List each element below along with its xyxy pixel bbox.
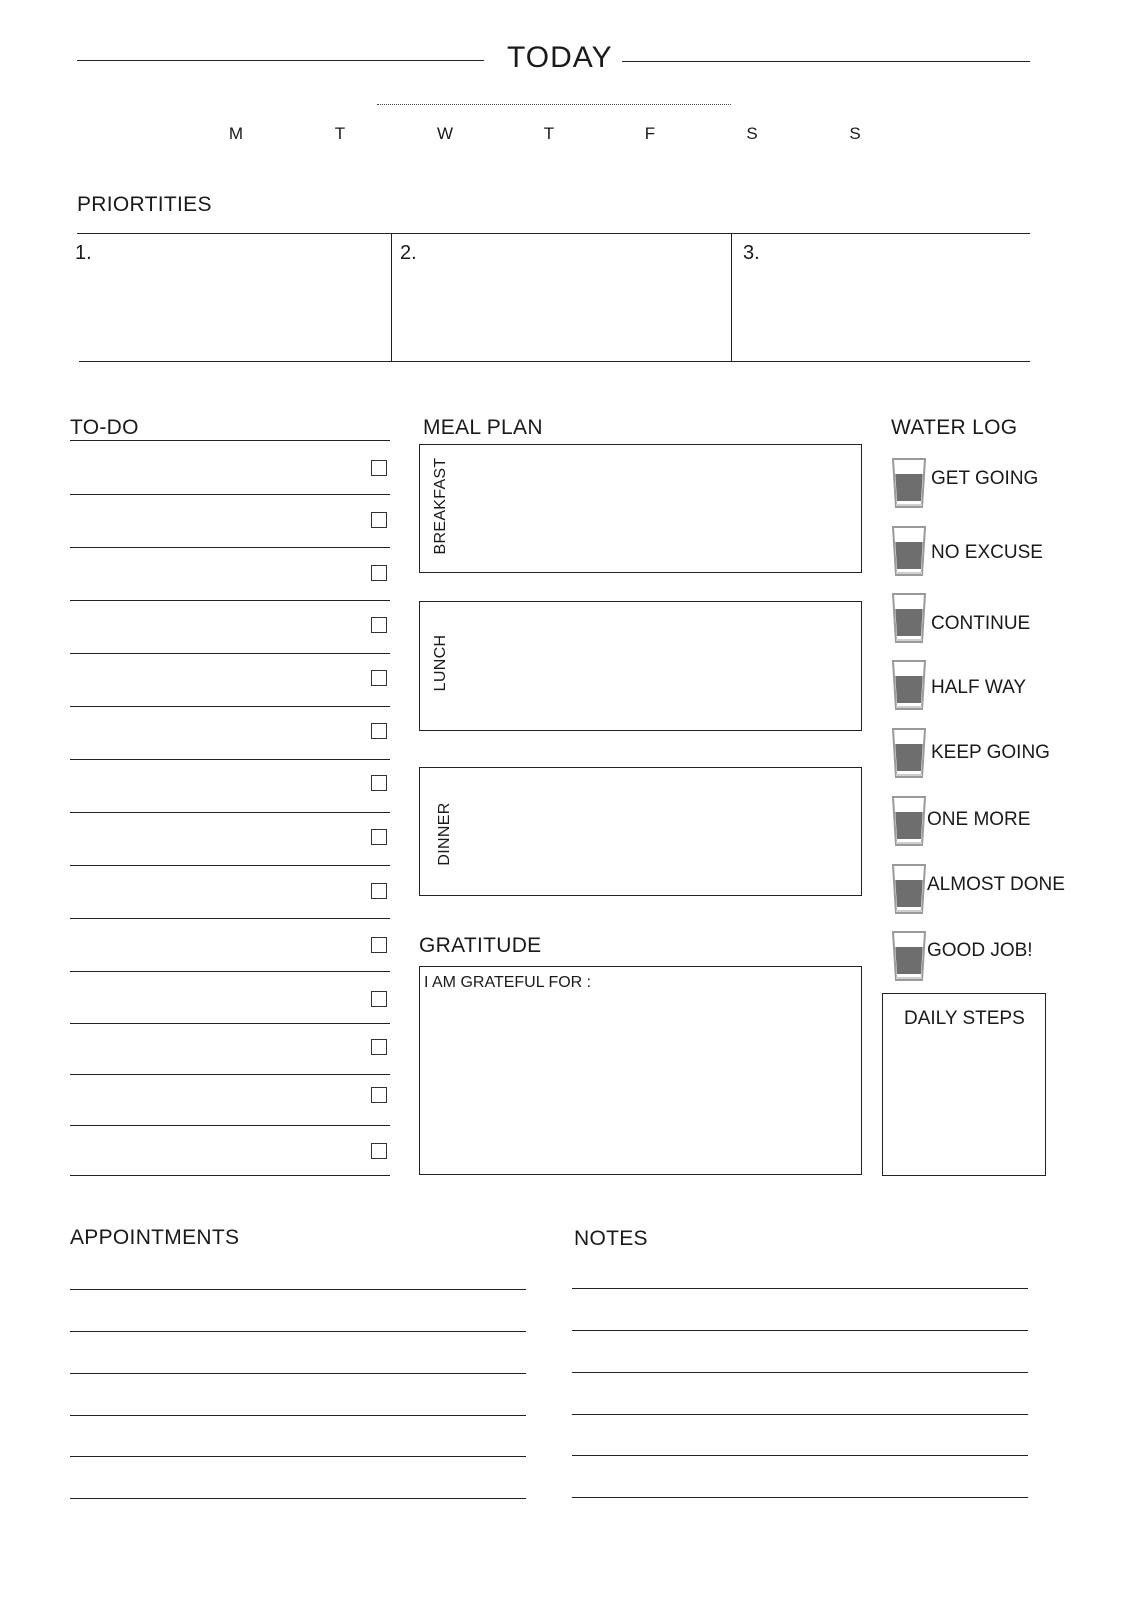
water-glass-icon[interactable] bbox=[890, 862, 928, 916]
todo-line[interactable] bbox=[70, 494, 390, 495]
weekday-sat[interactable]: S bbox=[746, 124, 758, 143]
todo-checkbox[interactable] bbox=[371, 1143, 387, 1159]
priority-1-number: 1. bbox=[75, 242, 92, 264]
header-rule-left bbox=[77, 60, 484, 61]
todo-line[interactable] bbox=[70, 1074, 390, 1075]
todo-checkbox[interactable] bbox=[371, 883, 387, 899]
date-line[interactable] bbox=[377, 104, 731, 105]
water-glass-icon[interactable] bbox=[890, 658, 928, 712]
page-title: TODAY bbox=[507, 41, 613, 74]
gratitude-box[interactable] bbox=[419, 966, 862, 1175]
water-glass-label: ONE MORE bbox=[927, 809, 1031, 830]
weekday-thu[interactable]: T bbox=[543, 124, 555, 143]
water-glass-label: ALMOST DONE bbox=[927, 874, 1065, 895]
note-line[interactable] bbox=[572, 1455, 1028, 1456]
todo-checkbox[interactable] bbox=[371, 723, 387, 739]
todo-checkbox[interactable] bbox=[371, 1039, 387, 1055]
dinner-box[interactable] bbox=[419, 767, 862, 896]
appointments-title: APPOINTMENTS bbox=[70, 1226, 240, 1249]
todo-checkbox[interactable] bbox=[371, 670, 387, 686]
todo-checkbox[interactable] bbox=[371, 565, 387, 581]
todo-line[interactable] bbox=[70, 759, 390, 760]
priority-1-field[interactable] bbox=[79, 235, 389, 359]
todo-checkbox[interactable] bbox=[371, 512, 387, 528]
note-line[interactable] bbox=[572, 1288, 1028, 1289]
appointment-line[interactable] bbox=[70, 1498, 526, 1499]
todo-checkbox[interactable] bbox=[371, 1087, 387, 1103]
todo-line[interactable] bbox=[70, 865, 390, 866]
gratitude-prompt: I AM GRATEFUL FOR : bbox=[424, 974, 592, 991]
todo-checkbox[interactable] bbox=[371, 460, 387, 476]
weekday-fri[interactable]: F bbox=[644, 124, 656, 143]
weekday-wed[interactable]: W bbox=[436, 124, 454, 143]
todo-line[interactable] bbox=[70, 1023, 390, 1024]
breakfast-box[interactable] bbox=[419, 444, 862, 573]
priority-2-number: 2. bbox=[400, 242, 417, 264]
appointment-line[interactable] bbox=[70, 1289, 526, 1290]
water-glass-label: HALF WAY bbox=[931, 677, 1027, 698]
priorities-bottom-rule bbox=[79, 361, 1030, 362]
todo-checkbox[interactable] bbox=[371, 991, 387, 1007]
todo-checkbox[interactable] bbox=[371, 775, 387, 791]
todo-line[interactable] bbox=[70, 600, 390, 601]
todo-line[interactable] bbox=[70, 1175, 390, 1176]
water-glass-icon[interactable] bbox=[890, 794, 928, 848]
notes-title: NOTES bbox=[574, 1227, 648, 1250]
todo-line[interactable] bbox=[70, 812, 390, 813]
lunch-label: LUNCH bbox=[432, 634, 449, 692]
note-line[interactable] bbox=[572, 1414, 1028, 1415]
priorities-top-rule bbox=[77, 233, 1030, 234]
priority-2-field[interactable] bbox=[394, 235, 729, 359]
appointment-line[interactable] bbox=[70, 1415, 526, 1416]
todo-line bbox=[70, 440, 390, 441]
note-line[interactable] bbox=[572, 1497, 1028, 1498]
note-line[interactable] bbox=[572, 1372, 1028, 1373]
lunch-box[interactable] bbox=[419, 601, 862, 731]
water-glass-icon[interactable] bbox=[890, 524, 928, 578]
breakfast-label: BREAKFAST bbox=[432, 457, 449, 555]
gratitude-title: GRATITUDE bbox=[419, 934, 542, 957]
todo-checkbox[interactable] bbox=[371, 617, 387, 633]
priorities-divider-2 bbox=[731, 233, 732, 362]
todo-checkbox[interactable] bbox=[371, 829, 387, 845]
water-glass-icon[interactable] bbox=[890, 726, 928, 780]
water-glass-label: CONTINUE bbox=[931, 613, 1031, 634]
appointment-line[interactable] bbox=[70, 1373, 526, 1374]
todo-line[interactable] bbox=[70, 1125, 390, 1126]
todo-line[interactable] bbox=[70, 918, 390, 919]
appointment-line[interactable] bbox=[70, 1331, 526, 1332]
water-glass-label: GET GOING bbox=[931, 468, 1039, 489]
priority-3-field[interactable] bbox=[734, 235, 1028, 359]
todo-line[interactable] bbox=[70, 547, 390, 548]
water-glass-icon[interactable] bbox=[890, 456, 928, 510]
daily-steps-title: DAILY STEPS bbox=[904, 1008, 1025, 1029]
water-log-title: WATER LOG bbox=[891, 416, 1018, 439]
todo-checkbox[interactable] bbox=[371, 937, 387, 953]
meal-plan-title: MEAL PLAN bbox=[423, 416, 543, 439]
header-rule-right bbox=[622, 61, 1030, 62]
water-glass-label: GOOD JOB! bbox=[927, 940, 1033, 961]
weekday-sun[interactable]: S bbox=[849, 124, 861, 143]
water-glass-icon[interactable] bbox=[890, 591, 928, 645]
note-line[interactable] bbox=[572, 1330, 1028, 1331]
dinner-label: DINNER bbox=[436, 802, 453, 866]
weekday-mon[interactable]: M bbox=[228, 124, 244, 143]
weekday-tue[interactable]: T bbox=[334, 124, 346, 143]
todo-title: TO-DO bbox=[70, 416, 139, 439]
water-glass-label: KEEP GOING bbox=[931, 742, 1050, 763]
appointment-line[interactable] bbox=[70, 1456, 526, 1457]
priorities-title: PRIORTITIES bbox=[77, 193, 212, 216]
todo-line[interactable] bbox=[70, 653, 390, 654]
water-glass-label: NO EXCUSE bbox=[931, 542, 1043, 563]
todo-line[interactable] bbox=[70, 971, 390, 972]
todo-line[interactable] bbox=[70, 706, 390, 707]
priority-3-number: 3. bbox=[743, 242, 760, 264]
water-glass-icon[interactable] bbox=[890, 929, 928, 983]
priorities-divider-1 bbox=[391, 233, 392, 362]
